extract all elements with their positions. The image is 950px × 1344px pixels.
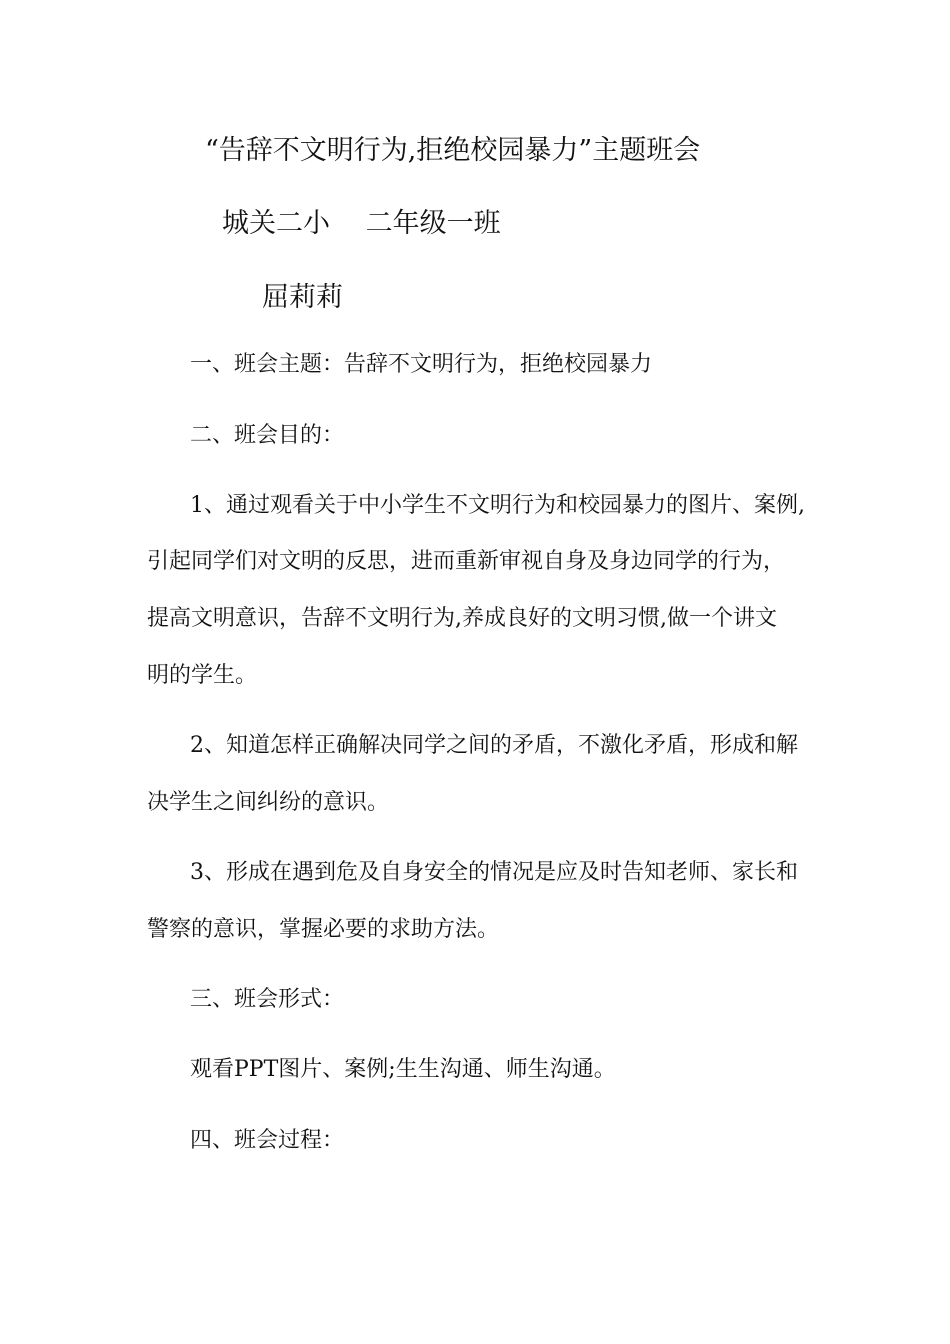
- paragraph-1-line-3: 提高文明意识，告辞不文明行为,养成良好的文明习惯,做一个讲文: [147, 606, 777, 631]
- author-name: 屈莉莉: [262, 282, 343, 313]
- paragraph-2-line-2: 决学生之间纠纷的意识。: [147, 790, 390, 815]
- section-process: 四、班会过程：: [190, 1128, 345, 1153]
- document-title: “告辞不文明行为,拒绝校园暴力”主题班会: [205, 135, 701, 166]
- paragraph-1-line-4: 明的学生。: [147, 663, 258, 688]
- paragraph-1-line-1: 1、通过观看关于中小学生不文明行为和校园暴力的图片、案例,: [190, 493, 805, 518]
- form-description: 观看PPT图片、案例;生生沟通、师生沟通。: [190, 1057, 616, 1082]
- paragraph-2-line-1: 2、知道怎样正确解决同学之间的矛盾，不激化矛盾，形成和解: [190, 733, 798, 758]
- paragraph-3-line-1: 3、形成在遇到危及自身安全的情况是应及时告知老师、家长和: [190, 860, 798, 885]
- section-purpose: 二、班会目的：: [190, 423, 345, 448]
- section-theme: 一、班会主题：告辞不文明行为，拒绝校园暴力: [190, 352, 653, 377]
- paragraph-1-line-2: 引起同学们对文明的反思，进而重新审视自身及身边同学的行为，: [147, 549, 786, 574]
- section-form: 三、班会形式：: [190, 987, 345, 1012]
- paragraph-3-line-2: 警察的意识，掌握必要的求助方法。: [147, 917, 500, 942]
- school-class-line: 城关二小 二年级一班: [222, 208, 501, 239]
